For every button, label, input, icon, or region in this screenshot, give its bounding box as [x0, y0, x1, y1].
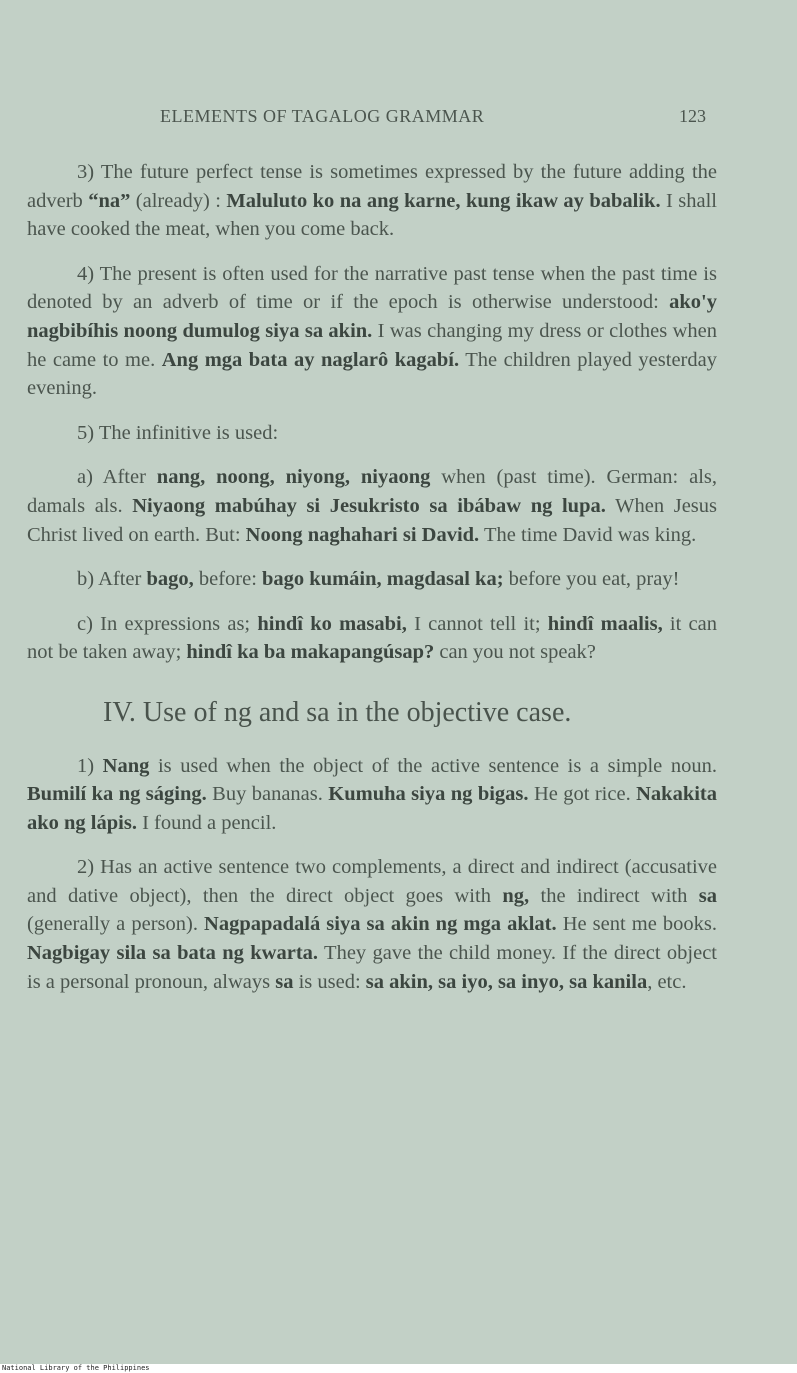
- page-body: [27, 158, 717, 1012]
- paragraph-infinitive-a: a) After nang, noong, niyong, niyaong when (past time). German: als, damals als. Niyaong mabúhay si Jesukristo sa ibábaw ng lupa. When Jesus Christ lived on earth. But: Noong naghahari si David. The time David was king.: [27, 466, 717, 546]
- paragraph-future-perfect: 3) The future perfect tense is sometimes expressed by the future adding the adverb “na” (already) : Maluluto ko na ang karne, kung ikaw ay babalik. I shall have cooked the meat, when you come back.: [27, 161, 718, 241]
- paragraph-infinitive-c: c) In expressions as; hindî ko masabi, I cannot tell it; hindî maalis, it can not be taken away; hindî ka ba makapangúsap? can you not speak?: [27, 612, 718, 664]
- paragraph-nang-usage: 1) Nang is used when the object of the active sentence is a simple noun. Bumilí ka ng ságing. Buy bananas. Kumuha siya ng bigas. He got rice. Nakakita ako ng lápis. I found a pencil.: [27, 754, 718, 834]
- page-number: 123: [679, 106, 706, 126]
- library-credit: National Library of the Philippines: [2, 1364, 150, 1372]
- page-header: [0, 106, 797, 132]
- section-heading: IV. Use of ng and sa in the objective case.: [103, 696, 572, 728]
- paragraph-infinitive: 5) The infinitive is used:: [77, 421, 279, 444]
- running-head: ELEMENTS OF TAGALOG GRAMMAR: [160, 106, 485, 126]
- paragraph-two-complements: 2) Has an active sentence two complements, a direct and indirect (accusative and dative object), then the direct object goes with ng, the indirect with sa (generally a person). Nagpapadalá siya sa akin ng mga aklat. He sent me books. Nagbigay sila sa bata ng kwarta. They gave the child money. If the direct object is a personal pronoun, always sa is used: sa akin, sa iyo, sa inyo, sa kanila, etc.: [27, 856, 718, 993]
- paragraph-infinitive-b: b) After bago, before: bago kumáin, magdasal ka; before you eat, pray!: [77, 568, 680, 591]
- paragraph-narrative-past: 4) The present is often used for the narrative past tense when the past time is denoted by an adverb of time or if the epoch is otherwise understood: ako'y nagbibíhis noong dumulog siya sa akin. I was changing my dress or clothes when he came to me. Ang mga bata ay naglarô kagabí. The children played yesterday evening.: [27, 262, 717, 400]
